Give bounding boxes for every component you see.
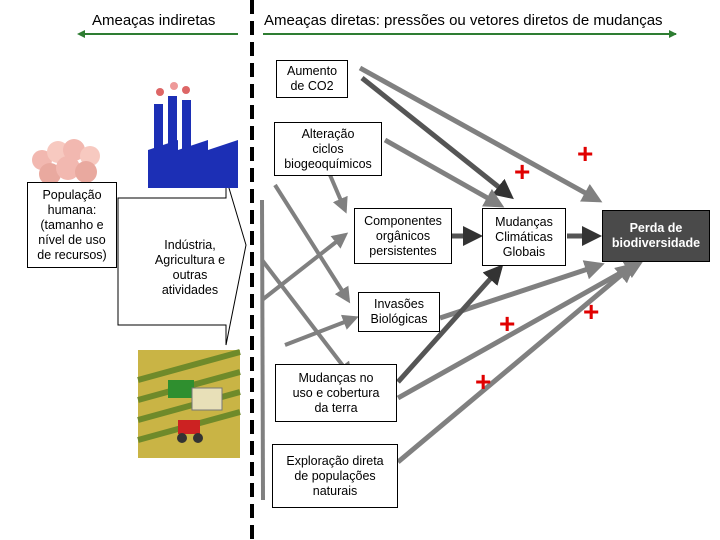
- plus-sign: +: [577, 138, 594, 169]
- plus-sign: +: [475, 366, 492, 397]
- land-use-change-box: Mudanças no uso e cobertura da terra: [275, 364, 397, 422]
- persistent-organic-box: Componentes orgânicos persistentes: [354, 208, 452, 264]
- biodiversity-loss-box: Perda de biodiversidade: [602, 210, 710, 262]
- co2-box: Aumento de CO2: [276, 60, 348, 98]
- global-climate-change-box: Mudanças Climáticas Globais: [482, 208, 566, 266]
- tractor-field-icon: [138, 350, 240, 458]
- biogeochemical-cycles-box: Alteração ciclos biogeoquímicos: [274, 122, 382, 176]
- plus-sign: +: [514, 156, 531, 187]
- biological-invasions-box: Invasões Biológicas: [358, 292, 440, 332]
- plus-sign: +: [499, 308, 516, 339]
- direct-exploitation-box: Exploração direta de populações naturais: [272, 444, 398, 508]
- factory-icon: [148, 82, 238, 188]
- people-group-icon: [32, 139, 100, 185]
- indirect-threats-header: Ameaças indiretas: [92, 12, 216, 29]
- plus-sign: +: [583, 296, 600, 327]
- industry-label: Indústria, Agricultura e outras atividades: [154, 238, 226, 297]
- population-box: População humana: (tamanho e nível de uso de recursos): [27, 182, 117, 268]
- direct-threats-header: Ameaças diretas: pressões ou vetores diretos de mudanças: [264, 12, 663, 29]
